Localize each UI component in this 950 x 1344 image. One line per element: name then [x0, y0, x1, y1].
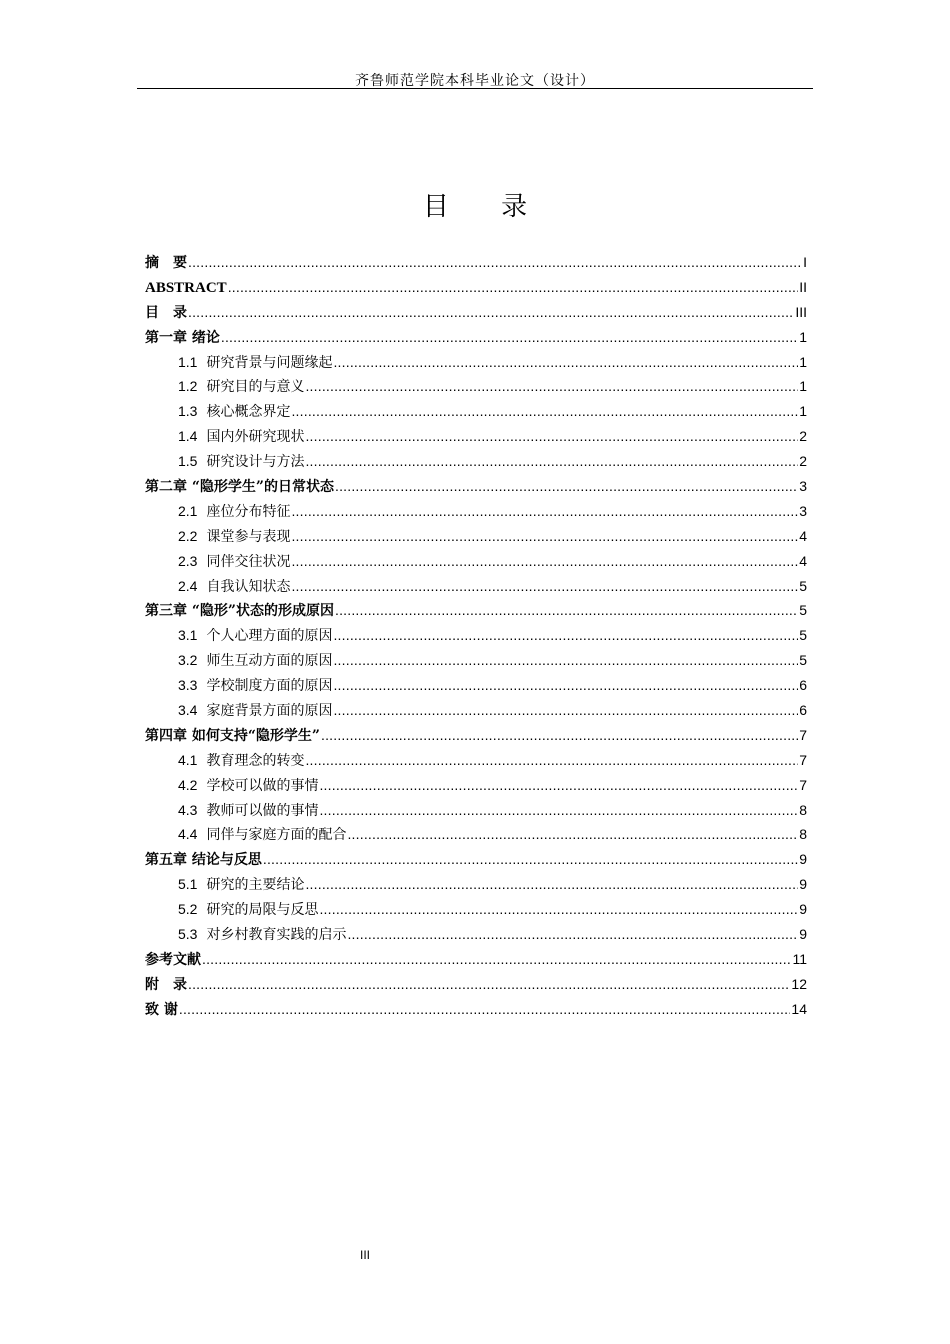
toc-entry-title: 第四章 如何支持“隐形学生”: [145, 727, 320, 744]
toc-leader-dots: [263, 847, 798, 872]
toc-leader-dots: [291, 499, 798, 524]
toc-entry-chapter[interactable]: [145, 598, 807, 623]
toc-entry-title: 国内外研究现状: [206, 429, 305, 446]
toc-leader-dots: [333, 673, 798, 698]
toc-entry-number: 1.5: [178, 453, 198, 470]
toc-page-number: 7: [799, 751, 807, 768]
toc-leader-dots: [319, 773, 798, 798]
toc-entry-title: 第二章 “隐形学生”的日常状态: [145, 479, 334, 496]
toc-entry-section[interactable]: [145, 574, 807, 599]
toc-entry-title: 研究设计与方法: [206, 454, 305, 471]
toc-entry-number: 1.3: [178, 403, 198, 420]
toc-leader-dots: [321, 723, 798, 748]
toc-page-number: 2: [799, 428, 807, 445]
toc-entry-number: 3.2: [178, 652, 198, 669]
toc-leader-dots: [188, 972, 790, 997]
toc-entry-number: 2.4: [178, 577, 198, 594]
toc-entry-title: 对乡村教育实践的启示: [206, 927, 347, 944]
toc-leader-dots: [305, 374, 798, 399]
toc-page-number: 4: [799, 527, 807, 544]
toc-leader-dots: [333, 350, 798, 375]
toc-entry-number: 4.1: [178, 751, 198, 768]
toc-entry-number: 1.1: [178, 353, 198, 370]
toc-leader-dots: [228, 275, 799, 300]
toc-entry-title: 学校制度方面的原因: [206, 678, 333, 695]
toc-entry-section[interactable]: [145, 872, 807, 897]
toc-entry-section[interactable]: [145, 399, 807, 424]
toc-page-number: 11: [792, 950, 807, 967]
toc-page-number: 3: [799, 502, 807, 519]
toc-entry-title: 第一章 绪论: [145, 329, 220, 346]
toc-page-number: 7: [799, 776, 807, 793]
toc-entry-section[interactable]: [145, 499, 807, 524]
toc-entry-number: 5.1: [178, 876, 198, 893]
toc-entry-number: 3.3: [178, 677, 198, 694]
running-header: 齐鲁师范学院本科毕业论文（设计）: [355, 73, 595, 89]
toc-page-number: 5: [799, 577, 807, 594]
toc-leader-dots: [188, 250, 802, 275]
toc-entry-title: 研究目的与意义: [206, 379, 305, 396]
toc-entry-chapter[interactable]: [145, 474, 807, 499]
toc-entry-title: 座位分布特征: [206, 503, 291, 520]
toc-leader-dots: [179, 997, 791, 1022]
footer-page-number: III: [359, 1248, 370, 1262]
toc-page-number: 9: [799, 926, 807, 943]
toc-page-number: 7: [799, 726, 807, 743]
toc-entry-title: 参考文献: [145, 951, 201, 968]
toc-entry-section[interactable]: [145, 698, 807, 723]
toc-leader-dots: [188, 300, 794, 325]
toc-leader-dots: [202, 947, 791, 972]
toc-entry-title: 同伴与家庭方面的配合: [206, 827, 347, 844]
table-of-contents: [145, 250, 807, 1022]
toc-page-number: II: [799, 278, 807, 295]
toc-entry-number: 1.2: [178, 378, 198, 395]
toc-entry-title: 家庭背景方面的原因: [206, 703, 333, 720]
toc-page-number: III: [795, 303, 807, 320]
toc-entry-title: 自我认知状态: [206, 578, 291, 595]
toc-leader-dots: [333, 623, 798, 648]
toc-page-number: 9: [799, 901, 807, 918]
toc-entry-title: 学校可以做的事情: [206, 777, 319, 794]
toc-entry-title: 教师可以做的事情: [206, 802, 319, 819]
toc-entry-title: 目 录: [145, 304, 187, 321]
toc-entry-title: 个人心理方面的原因: [206, 628, 333, 645]
toc-entry-number: 5.3: [178, 926, 198, 943]
toc-entry-title: 致 谢: [145, 1001, 178, 1018]
toc-entry-section[interactable]: [145, 374, 807, 399]
toc-entry-title: 研究的局限与反思: [206, 902, 319, 919]
toc-entry-section[interactable]: [145, 623, 807, 648]
toc-entry-title: 师生互动方面的原因: [206, 653, 333, 670]
toc-entry-title: 研究背景与问题缘起: [206, 354, 333, 371]
toc-leader-dots: [291, 399, 798, 424]
toc-page-number: 5: [799, 627, 807, 644]
toc-entry-section[interactable]: [145, 524, 807, 549]
toc-entry-chapter[interactable]: [145, 300, 807, 325]
toc-leader-dots: [305, 424, 798, 449]
toc-entry-section[interactable]: [145, 648, 807, 673]
toc-entry-title: 教育理念的转变: [206, 752, 305, 769]
toc-leader-dots: [305, 449, 798, 474]
toc-page-number: 14: [791, 1000, 807, 1017]
toc-page-number: 6: [799, 677, 807, 694]
toc-entry-title: 第三章 “隐形”状态的形成原因: [145, 603, 334, 620]
toc-entry-number: 4.3: [178, 801, 198, 818]
toc-title: 目 录: [422, 192, 550, 222]
toc-page-number: 5: [799, 652, 807, 669]
toc-page-number: 12: [791, 975, 807, 992]
toc-page-number: 9: [799, 851, 807, 868]
toc-entry-title: 附 录: [145, 976, 187, 993]
toc-entry-number: 4.4: [178, 826, 198, 843]
toc-entry-section[interactable]: [145, 922, 807, 947]
toc-leader-dots: [335, 474, 798, 499]
toc-entry-chapter[interactable]: [145, 947, 807, 972]
toc-page-number: 6: [799, 702, 807, 719]
toc-entry-number: 2.1: [178, 502, 198, 519]
toc-entry-chapter[interactable]: [145, 847, 807, 872]
toc-entry-chapter[interactable]: [145, 972, 807, 997]
toc-page-number: 1: [799, 353, 807, 370]
toc-page-number: 1: [799, 328, 807, 345]
toc-entry-section[interactable]: [145, 449, 807, 474]
toc-entry-number: 3.1: [178, 627, 198, 644]
toc-leader-dots: [347, 922, 798, 947]
header-rule: [137, 88, 813, 89]
toc-leader-dots: [319, 798, 798, 823]
toc-leader-dots: [333, 648, 798, 673]
toc-page-number: 5: [799, 602, 807, 619]
toc-page-number: 3: [799, 478, 807, 495]
toc-page-number: 1: [799, 403, 807, 420]
toc-entry-section[interactable]: [145, 549, 807, 574]
toc-entry-title: ABSTRACT: [145, 279, 227, 296]
toc-entry-number: 1.4: [178, 428, 198, 445]
toc-entry-title: 课堂参与表现: [206, 528, 291, 545]
toc-entry-chapter[interactable]: [145, 275, 807, 300]
toc-entry-chapter[interactable]: [145, 325, 807, 350]
toc-entry-section[interactable]: [145, 798, 807, 823]
toc-page-number: I: [803, 254, 807, 270]
toc-entry-number: 2.3: [178, 552, 198, 569]
toc-page-number: 4: [799, 552, 807, 569]
toc-entry-number: 2.2: [178, 527, 198, 544]
toc-entry-title: 研究的主要结论: [206, 877, 305, 894]
toc-entry-chapter[interactable]: [145, 723, 807, 748]
toc-entry-section[interactable]: [145, 673, 807, 698]
toc-entry-number: 5.2: [178, 901, 198, 918]
toc-entry-section[interactable]: [145, 350, 807, 375]
toc-page-number: 2: [799, 453, 807, 470]
toc-leader-dots: [221, 325, 798, 350]
toc-entry-section[interactable]: [145, 897, 807, 922]
toc-leader-dots: [291, 524, 798, 549]
toc-leader-dots: [335, 598, 798, 623]
toc-leader-dots: [347, 822, 798, 847]
toc-entry-section[interactable]: [145, 424, 807, 449]
toc-leader-dots: [305, 872, 798, 897]
toc-entry-section[interactable]: [145, 773, 807, 798]
toc-leader-dots: [319, 897, 798, 922]
toc-leader-dots: [305, 748, 798, 773]
toc-entry-title: 同伴交往状况: [206, 553, 291, 570]
toc-page-number: 9: [799, 876, 807, 893]
toc-entry-section[interactable]: [145, 822, 807, 847]
toc-entry-title: 核心概念界定: [206, 404, 291, 421]
toc-entry-chapter[interactable]: [145, 250, 807, 275]
toc-entry-number: 3.4: [178, 702, 198, 719]
toc-entry-number: 4.2: [178, 776, 198, 793]
toc-leader-dots: [291, 549, 798, 574]
toc-entry-title: 第五章 结论与反思: [145, 852, 262, 869]
toc-page-number: 8: [799, 826, 807, 843]
toc-entry-chapter[interactable]: [145, 997, 807, 1022]
toc-entry-title: 摘 要: [145, 255, 187, 271]
toc-entry-section[interactable]: [145, 748, 807, 773]
toc-leader-dots: [333, 698, 798, 723]
toc-page-number: 8: [799, 801, 807, 818]
toc-leader-dots: [291, 574, 798, 599]
toc-page-number: 1: [799, 378, 807, 395]
